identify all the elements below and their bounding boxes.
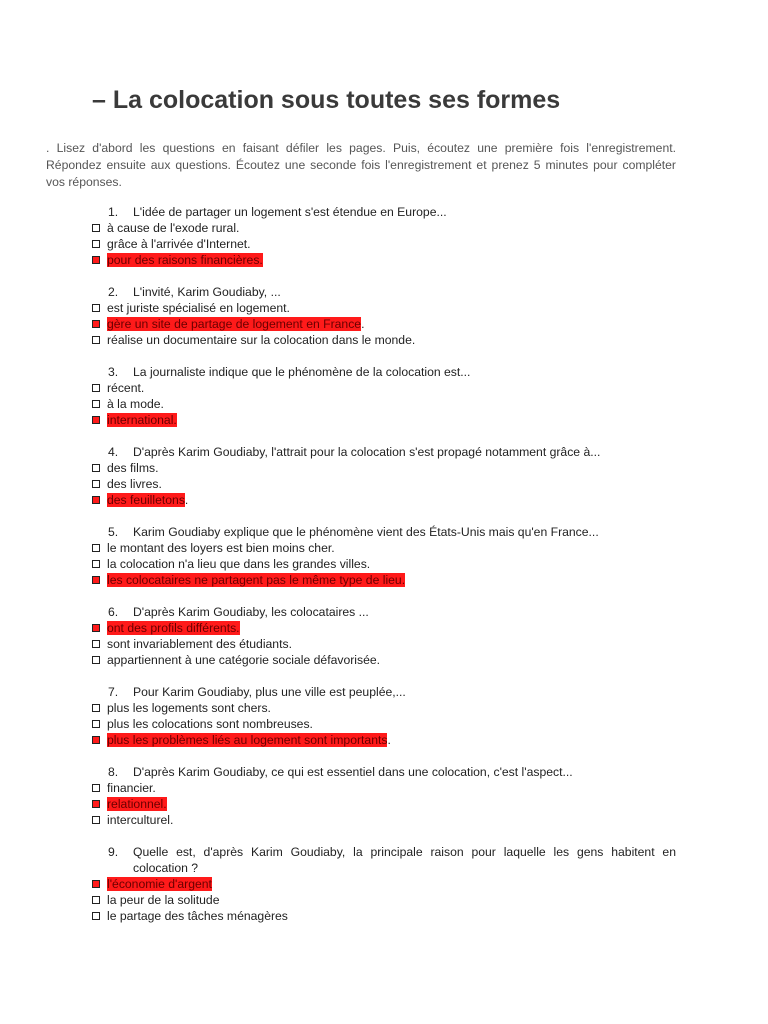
question-8	[0, 764, 768, 844]
checkbox-icon[interactable]	[92, 640, 100, 648]
question-text: D'après Karim Goudiaby, les colocataires ...	[133, 605, 369, 619]
answer-label: interculturel.	[107, 813, 174, 827]
highlighted-answer-label: relationnel.	[107, 797, 167, 811]
answer-label: le partage des tâches ménagères	[107, 909, 288, 923]
question-4	[0, 444, 768, 524]
question-spacer	[0, 268, 768, 284]
answer-option[interactable]	[0, 460, 768, 476]
answer-option[interactable]	[0, 236, 768, 252]
checkbox-icon[interactable]	[92, 320, 100, 328]
answer-option[interactable]	[0, 876, 768, 892]
answer-label: grâce à l'arrivée d'Internet.	[107, 237, 251, 251]
question-stem	[0, 604, 676, 620]
answer-suffix: .	[184, 493, 189, 507]
checkbox-icon[interactable]	[92, 544, 100, 552]
answer-label: la colocation n'a lieu que dans les grandes villes.	[107, 557, 371, 571]
answer-label: sont invariablement des étudiants.	[107, 637, 292, 651]
question-number: 6.	[108, 605, 119, 619]
answer-label: la peur de la solitude	[107, 893, 220, 907]
answer-option[interactable]	[0, 220, 768, 236]
answer-label: appartiennent à une catégorie sociale défavorisée.	[107, 653, 381, 667]
question-number: 4.	[108, 445, 119, 459]
question-spacer	[0, 508, 768, 524]
question-text: L'idée de partager un logement s'est étendue en Europe...	[133, 205, 447, 219]
question-7	[0, 684, 768, 764]
answer-option[interactable]	[0, 300, 768, 316]
answer-label: à cause de l'exode rural.	[107, 221, 240, 235]
answer-option[interactable]	[0, 636, 768, 652]
answer-option[interactable]	[0, 540, 768, 556]
answer-option[interactable]	[0, 652, 768, 668]
question-spacer	[0, 668, 768, 684]
answer-suffix: .	[387, 733, 391, 747]
question-6	[0, 604, 768, 684]
answer-label: plus les colocations sont nombreuses.	[107, 717, 313, 731]
question-1	[0, 204, 768, 284]
answer-option[interactable]	[0, 620, 768, 636]
question-9	[0, 844, 768, 924]
instructions-paragraph: . Lisez d'abord les questions en faisant défiler les pages. Puis, écoutez une première fois l'enregistrement. Répondez ensuite aux questions. Écoutez une seconde fois l'enregistrement et prenez 5 minutes pour compléter vos réponses.	[46, 141, 676, 189]
checkbox-icon[interactable]	[92, 400, 100, 408]
page-title: – La colocation sous toutes ses formes	[92, 86, 561, 114]
answer-suffix: .	[361, 317, 365, 331]
checkbox-icon[interactable]	[92, 800, 100, 808]
answer-label: plus les logements sont chers.	[107, 701, 271, 715]
checkbox-icon[interactable]	[92, 896, 100, 904]
checkbox-icon[interactable]	[92, 656, 100, 664]
answer-label: financier.	[107, 781, 156, 795]
answer-label: des livres.	[107, 477, 162, 491]
answer-option[interactable]	[0, 700, 768, 716]
checkbox-icon[interactable]	[92, 816, 100, 824]
checkbox-icon[interactable]	[92, 784, 100, 792]
answer-option[interactable]	[0, 908, 768, 924]
questions-list	[0, 204, 768, 924]
checkbox-icon[interactable]	[92, 912, 100, 920]
answer-label: le montant des loyers est bien moins cher.	[107, 541, 335, 555]
question-stem	[0, 204, 676, 220]
checkbox-icon[interactable]	[92, 256, 100, 264]
highlighted-answer-label: plus les problèmes liés au logement sont importants	[107, 733, 388, 747]
question-number: 9.	[108, 845, 119, 859]
answer-label: est juriste spécialisé en logement.	[107, 301, 290, 315]
question-text: D'après Karim Goudiaby, ce qui est essentiel dans une colocation, c'est l'aspect...	[133, 765, 573, 779]
answer-option[interactable]	[0, 796, 768, 812]
answer-option[interactable]	[0, 556, 768, 572]
question-number: 2.	[108, 285, 119, 299]
question-stem	[0, 524, 676, 540]
checkbox-icon[interactable]	[92, 720, 100, 728]
highlighted-answer-label: les colocataires ne partagent pas le même type de lieu.	[107, 573, 406, 587]
question-text: Pour Karim Goudiaby, plus une ville est peuplée,...	[133, 685, 406, 699]
checkbox-icon[interactable]	[92, 880, 100, 888]
question-number: 3.	[108, 365, 119, 379]
answer-option[interactable]	[0, 732, 768, 748]
answer-option[interactable]	[0, 252, 768, 268]
answer-option[interactable]	[0, 572, 768, 588]
question-3	[0, 364, 768, 444]
question-stem	[0, 284, 676, 300]
checkbox-icon[interactable]	[92, 416, 100, 424]
question-spacer	[0, 428, 768, 444]
checkbox-icon[interactable]	[92, 304, 100, 312]
question-text: Quelle est, d'après Karim Goudiaby, la principale raison pour laquelle les gens habitent en colocation ?	[133, 845, 676, 875]
answer-option[interactable]	[0, 476, 768, 492]
answer-option[interactable]	[0, 812, 768, 828]
question-stem	[0, 364, 676, 380]
answer-option[interactable]	[0, 892, 768, 908]
question-text: La journaliste indique que le phénomène de la colocation est...	[133, 365, 471, 379]
answer-label: récent.	[107, 381, 145, 395]
question-stem	[0, 684, 676, 700]
checkbox-icon[interactable]	[92, 576, 100, 584]
question-stem	[0, 764, 676, 780]
checkbox-icon[interactable]	[92, 336, 100, 344]
answer-option[interactable]	[0, 780, 768, 796]
checkbox-icon[interactable]	[92, 560, 100, 568]
question-2	[0, 284, 768, 364]
answer-label: des films.	[107, 461, 159, 475]
checkbox-icon[interactable]	[92, 496, 100, 504]
question-text: L'invité, Karim Goudiaby, ...	[133, 285, 281, 299]
answer-option[interactable]	[0, 412, 768, 428]
question-spacer	[0, 348, 768, 364]
question-text: D'après Karim Goudiaby, l'attrait pour la colocation s'est propagé notamment grâce à...	[133, 445, 601, 459]
question-number: 8.	[108, 765, 119, 779]
answer-option[interactable]	[0, 316, 768, 332]
answer-option[interactable]	[0, 716, 768, 732]
question-number: 7.	[108, 685, 119, 699]
highlighted-answer-label: des feuilletons	[107, 493, 185, 507]
answer-option[interactable]	[0, 396, 768, 412]
checkbox-icon[interactable]	[92, 480, 100, 488]
question-text: Karim Goudiaby explique que le phénomène vient des États-Unis mais qu'en France...	[133, 525, 599, 539]
answer-label: à la mode.	[107, 397, 164, 411]
answer-option[interactable]	[0, 492, 768, 508]
answer-option[interactable]	[0, 332, 768, 348]
checkbox-icon[interactable]	[92, 384, 100, 392]
answer-option[interactable]	[0, 380, 768, 396]
highlighted-answer-label: ont des profils différents.	[107, 621, 240, 635]
question-number: 5.	[108, 525, 119, 539]
checkbox-icon[interactable]	[92, 240, 100, 248]
answer-label: réalise un documentaire sur la colocation dans le monde.	[107, 333, 416, 347]
highlighted-answer-label: l'économie d'argent	[107, 877, 212, 891]
question-stem	[0, 844, 676, 876]
highlighted-answer-label: international.	[107, 413, 177, 427]
question-number: 1.	[108, 205, 119, 219]
checkbox-icon[interactable]	[92, 704, 100, 712]
question-spacer	[0, 828, 768, 844]
question-stem	[0, 444, 676, 460]
question-spacer	[0, 748, 768, 764]
highlighted-answer-label: pour des raisons financières.	[107, 253, 263, 267]
question-spacer	[0, 588, 768, 604]
checkbox-icon[interactable]	[92, 464, 100, 472]
question-5	[0, 524, 768, 604]
checkbox-icon[interactable]	[92, 624, 100, 632]
highlighted-answer-label: gère un site de partage de logement en France	[107, 317, 362, 331]
checkbox-icon[interactable]	[92, 736, 100, 744]
checkbox-icon[interactable]	[92, 224, 100, 232]
